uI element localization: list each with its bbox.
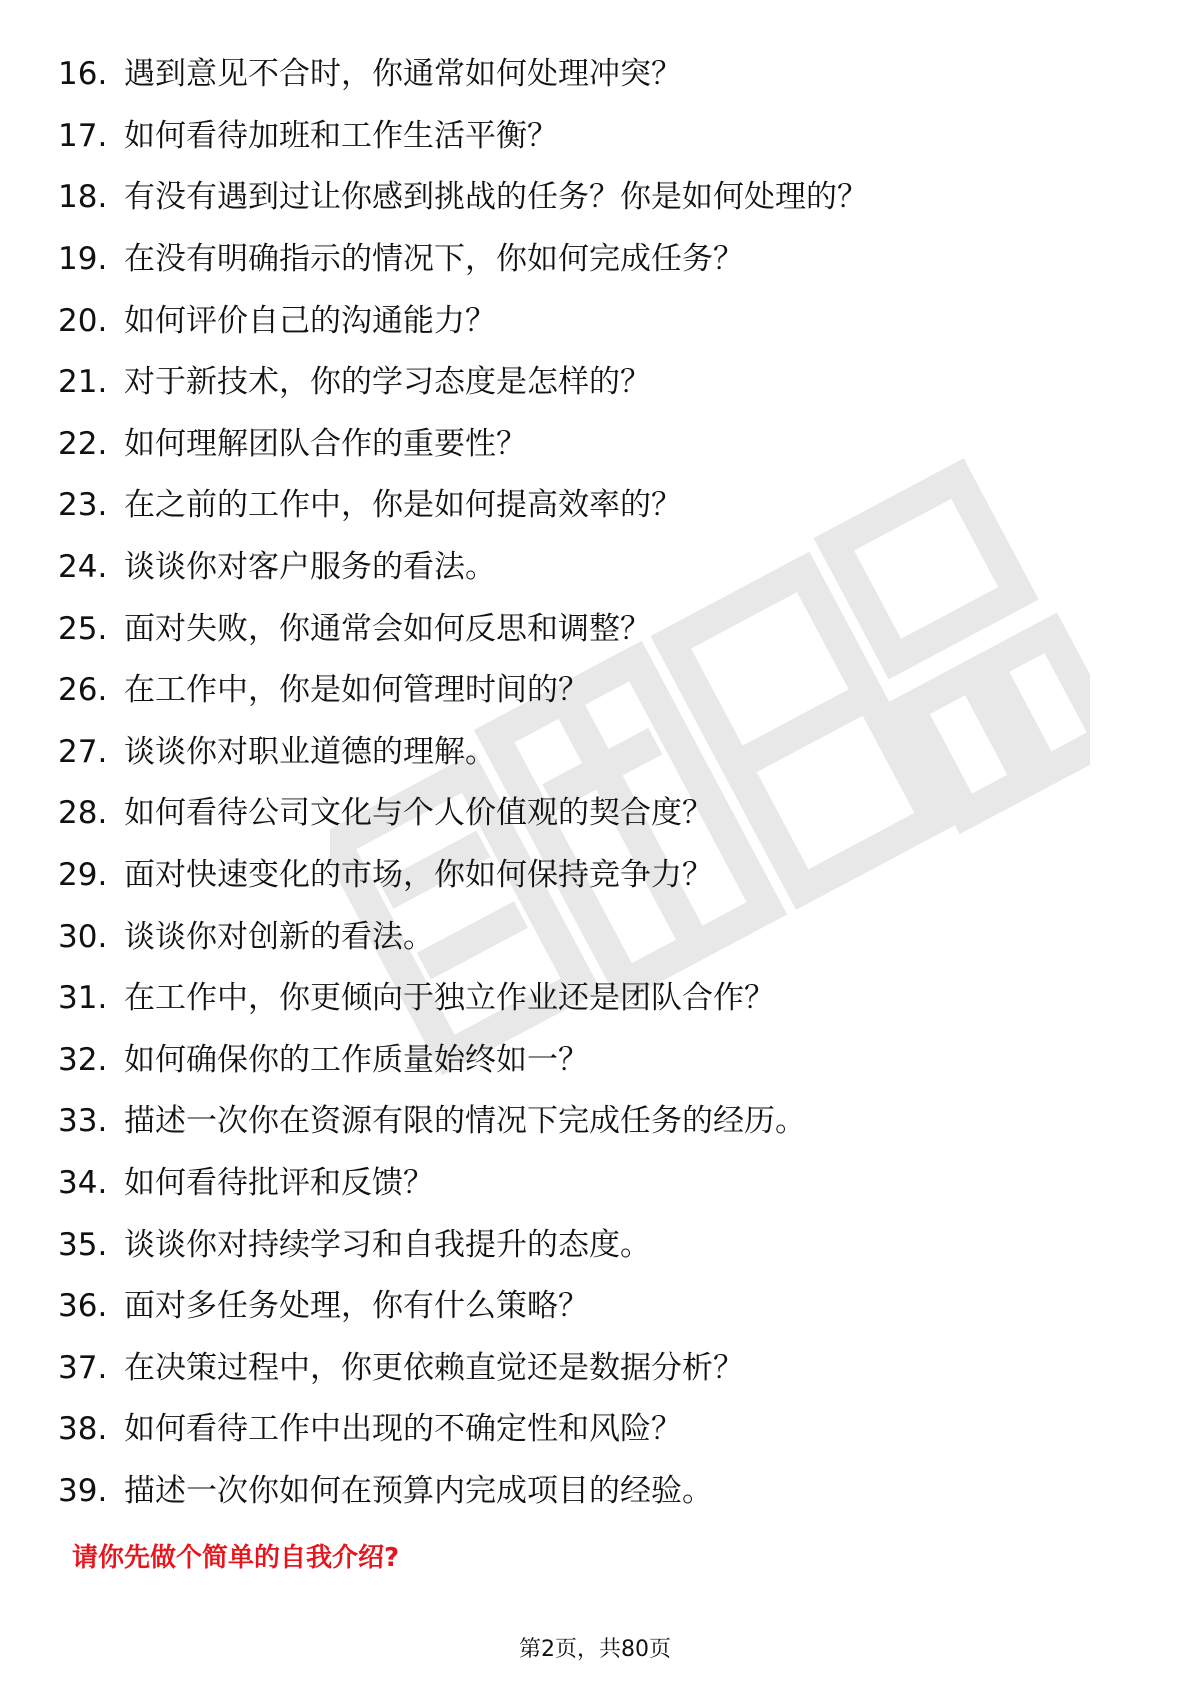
question-text: 如何理解团队合作的重要性？ — [124, 425, 527, 462]
list-item — [58, 1214, 1138, 1276]
list-item — [58, 845, 1138, 907]
question-number: 32. — [58, 1041, 108, 1078]
question-text: 有没有遇到过让你感到挑战的任务？你是如何处理的？ — [124, 179, 868, 216]
question-number: 19. — [58, 241, 108, 278]
question-number: 35. — [58, 1226, 108, 1263]
question-text: 遇到意见不合时，你通常如何处理冲突？ — [124, 56, 682, 93]
question-number: 27. — [58, 733, 108, 770]
question-number: 33. — [58, 1103, 108, 1140]
question-number: 18. — [58, 179, 108, 216]
list-item — [58, 722, 1138, 784]
question-text: 面对多任务处理，你有什么策略？ — [124, 1288, 589, 1325]
question-number: 16. — [58, 56, 108, 93]
question-number: 24. — [58, 549, 108, 586]
list-item — [58, 1091, 1138, 1153]
list-item — [58, 167, 1138, 229]
question-text: 描述一次你在资源有限的情况下完成任务的经历。 — [124, 1103, 806, 1140]
list-item — [58, 290, 1138, 352]
question-text: 如何评价自己的沟通能力？ — [124, 302, 496, 339]
list-item — [58, 475, 1138, 537]
question-number: 23. — [58, 487, 108, 524]
question-number: 38. — [58, 1411, 108, 1448]
question-text: 如何看待公司文化与个人价值观的契合度？ — [124, 795, 713, 832]
list-item — [58, 906, 1138, 968]
list-item — [58, 1337, 1138, 1399]
list-item — [58, 414, 1138, 476]
question-number: 21. — [58, 364, 108, 401]
list-item — [58, 537, 1138, 599]
list-item — [58, 598, 1138, 660]
question-text: 谈谈你对职业道德的理解。 — [124, 733, 496, 770]
question-text: 在没有明确指示的情况下，你如何完成任务？ — [124, 241, 744, 278]
question-number: 28. — [58, 795, 108, 832]
page-footer: 第2页，共80页 — [519, 1637, 671, 1662]
list-item — [58, 44, 1138, 106]
list-item — [58, 352, 1138, 414]
question-text: 在工作中，你更倾向于独立作业还是团队合作？ — [124, 980, 775, 1017]
question-number: 26. — [58, 672, 108, 709]
question-number: 31. — [58, 980, 108, 1017]
question-text: 对于新技术，你的学习态度是怎样的？ — [124, 364, 651, 401]
question-text: 谈谈你对创新的看法。 — [124, 918, 434, 955]
list-item — [58, 1399, 1138, 1461]
list-item — [58, 1276, 1138, 1338]
list-item — [58, 660, 1138, 722]
question-number: 34. — [58, 1164, 108, 1201]
list-item — [58, 1030, 1138, 1092]
question-text: 面对失败，你通常会如何反思和调整？ — [124, 610, 651, 647]
question-text: 在之前的工作中，你是如何提高效率的？ — [124, 487, 682, 524]
question-number: 36. — [58, 1288, 108, 1325]
question-number: 22. — [58, 425, 108, 462]
list-item — [58, 229, 1138, 291]
question-number: 25. — [58, 610, 108, 647]
question-text: 如何看待工作中出现的不确定性和风险？ — [124, 1411, 682, 1448]
question-number: 29. — [58, 857, 108, 894]
list-item — [58, 968, 1138, 1030]
question-text: 在决策过程中，你更依赖直觉还是数据分析？ — [124, 1349, 744, 1386]
question-text: 谈谈你对持续学习和自我提升的态度。 — [124, 1226, 651, 1263]
question-text: 描述一次你如何在预算内完成项目的经验。 — [124, 1472, 713, 1509]
question-number: 39. — [58, 1472, 108, 1509]
list-item — [58, 106, 1138, 168]
question-number: 17. — [58, 117, 108, 154]
list-item — [58, 1153, 1138, 1215]
question-number: 20. — [58, 302, 108, 339]
question-number: 30. — [58, 918, 108, 955]
section-heading: 请你先做个简单的自我介绍? — [72, 1543, 400, 1573]
list-item — [58, 783, 1138, 845]
question-text: 如何看待加班和工作生活平衡？ — [124, 117, 558, 154]
question-text: 谈谈你对客户服务的看法。 — [124, 549, 496, 586]
question-text: 面对快速变化的市场，你如何保持竞争力？ — [124, 857, 713, 894]
question-text: 如何看待批评和反馈？ — [124, 1164, 434, 1201]
question-list — [58, 44, 1138, 1522]
question-text: 如何确保你的工作质量始终如一？ — [124, 1041, 589, 1078]
question-number: 37. — [58, 1349, 108, 1386]
list-item — [58, 1461, 1138, 1523]
question-text: 在工作中，你是如何管理时间的？ — [124, 672, 589, 709]
